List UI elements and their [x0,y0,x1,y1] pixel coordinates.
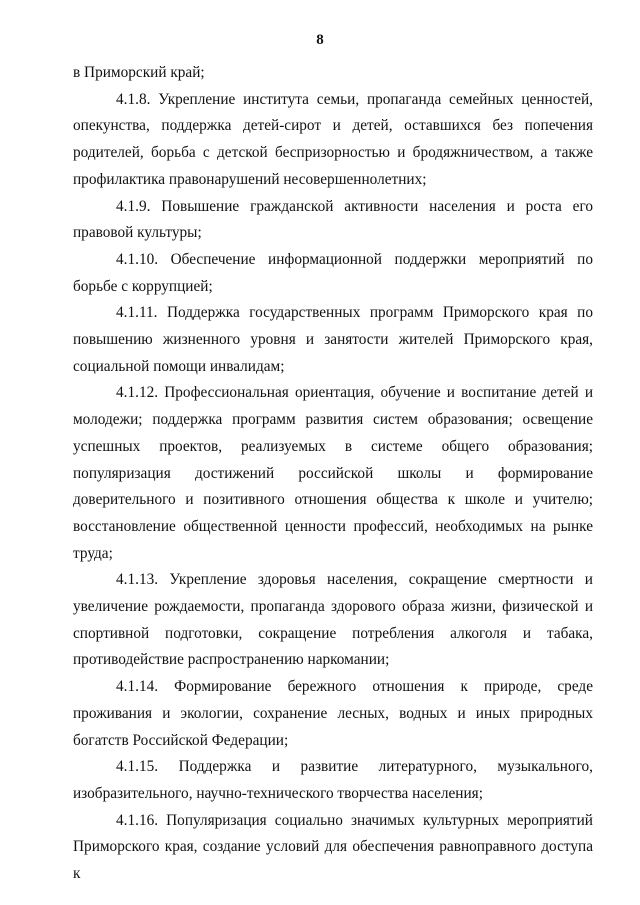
paragraph-4-1-9: 4.1.9. Повышение гражданской активности населения и роста его правовой культуры; [73,197,593,242]
paragraph-4-1-11: 4.1.11. Поддержка государственных программ Приморского края по повышению жизненного уровня и занятости жителей Приморского края, социальной помощи инвалидам; [73,304,593,375]
page-number: 8 [316,32,324,48]
paragraph-4-1-10: 4.1.10. Обеспечение информационной поддержки мероприятий по борьбе с коррупцией; [73,250,593,295]
paragraph-4-1-15: 4.1.15. Поддержка и развитие литературного, музыкального, изобразительного, научно-технического творчества населения; [73,758,593,802]
paragraph-4-1-12: 4.1.12. Профессиональная ориентация, обучение и воспитание детей и молодежи; поддержка программ развития систем образования; освещение успешных проектов, реализуемых в системе общего образования; популяризация достижений российской школы и формирование доверительного и позитивного отношения общества к школе и учителю; восстановление общественной ценности профессий, необходимых на рынке труда; [73,384,593,562]
paragraph-4-1-8: 4.1.8. Укрепление института семьи, пропаганда семейных ценностей, опекунства, поддержка детей-сирот и детей, оставшихся без попечения родителей, борьба с детской беспризорностью и бродяжничеством, а также профилактика правонарушений несовершеннолетних; [73,90,593,188]
paragraph-4-1-14: 4.1.14. Формирование бережного отношения к природе, среде проживания и экологии, сохранение лесных, водных и иных природных богатств Российской Федерации; [73,678,593,749]
paragraph-4-1-16: 4.1.16. Популяризация социально значимых культурных мероприятий Приморского края, создание условий для обеспечения равноправного доступа к [73,811,593,883]
paragraph-4-1-13: 4.1.13. Укрепление здоровья населения, сокращение смертности и увеличение рождаемости, пропаганда здорового образа жизни, физической и спортивной подготовки, сокращение потребления алкоголя и табака, противодействие распространению наркомании; [73,571,593,669]
paragraph-continuation: в Приморский край; [73,64,205,81]
document-body [73,60,593,888]
